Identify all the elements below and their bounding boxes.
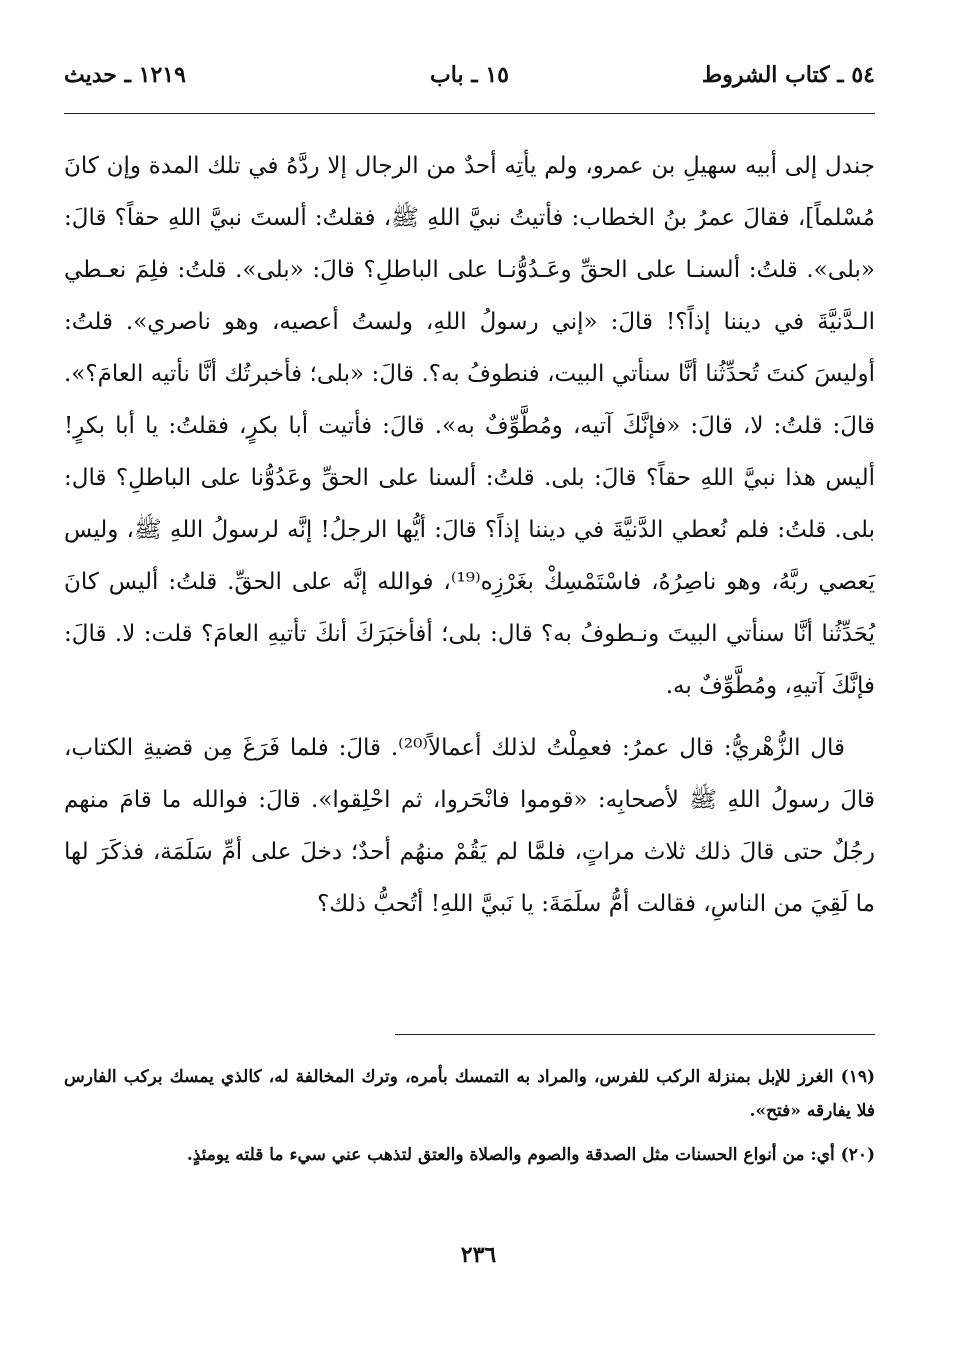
header-hadith-number: ١٢١٩ ـ حديث bbox=[64, 62, 186, 88]
header-divider bbox=[64, 113, 875, 114]
body-paragraph-2: قال الزُّهْريُّ: قال عمرُ: فعمِلْتُ لذلك أعمالاً⁽²⁰⁾. قالَ: فلما فَرَغَ مِن قضيةِ الكتاب، قالَ رسولُ اللهِ ﷺ لأصحابِه: «قوموا فانْحَروا، ثم احْلِقوا». قالَ: فوالله ما قامَ منهم رجُلٌ حتى قالَ ذلك ثلاث مراتٍ، فلمَّا لم يَقُمْ منهُم أحدٌ؛ دخلَ على أمِّ سَلَمَة، فذكَرَ لها ما لَقِيَ من الناسِ، فقالت أمُّ سلَمَةَ: يا نَبيَّ اللهِ! أتُحبُّ ذلك؟ bbox=[64, 735, 875, 917]
page-number: ٢٣٦ bbox=[460, 1242, 497, 1268]
footnote-divider bbox=[395, 1034, 875, 1035]
header-chapter: ١٥ ـ باب bbox=[430, 62, 509, 88]
footnote-19: (١٩) الغرز للإبل بمنزلة الركب للفرس، والمراد به التمسك بأمره، وترك المخالفة له، كالذي يمسك بركب الفارس فلا يفارقه «فتح». bbox=[64, 1067, 875, 1121]
running-header bbox=[64, 58, 875, 98]
body-paragraph-1: جندل إلى أبيه سهيلِ بن عمرو، ولم يأتِه أحدٌ من الرجال إلا ردَّهُ في تلك المدة وإن كانَ مُسْلماً]، فقالَ عمرُ بنُ الخطاب: فأتيتُ نبيَّ اللهِ ﷺ، فقلتُ: ألستَ نبيَّ اللهِ حقاً؟ قالَ: «بلى». قلتُ: ألسنـا على الحقِّ وعَـدُوُّنـا على الباطلِ؟ قالَ: «بلى». قلتُ: فلِمَ نعـطي الـدَّنيَّةَ في ديننا إذاً؟! قالَ: «إني رسولُ اللهِ، ولستُ أعصيه، وهو ناصري». قلتُ: أوليسَ كنتَ تُحدِّثُنا أنَّا سنأتي البيت، فنطوفُ به؟. قالَ: «بلى؛ فأخبرتُك أنَّا نأتيه العامَ؟». قالَ: قلتُ: لا، قالَ: «فإنَّكَ آتيه، ومُطَّوِّفٌ به». قالَ: فأتيت أبا بكرٍ، فقلتُ: يا أبا بكرٍ! أليس هذا نبيَّ اللهِ حقاً؟ قالَ: بلى. قلتُ: ألسنا على الحقِّ وعَدُوُّنا على الباطلِ؟ قال: بلى. قلتُ: فلم نُعطي الدَّنيَّةَ في ديننا إذاً؟ قالَ: أيُّها الرجلُ! إنَّه لرسولُ اللهِ ﷺ، وليس يَعصي ربَّهُ، وهو ناصِرُهُ، فاسْتَمْسِكْ بغَرْزِه⁽¹⁹⁾، فوالله إنَّه على الحقِّ. قلتُ: أليس كانَ يُحَدِّثُنا أنَّا سنأتي البيتَ ونـطوفُ به؟ قال: بلى؛ أفأخبَرَكَ أنكَ تأتيهِ العامَ؟ قلت: لا. قالَ: فإنَّكَ آتيهِ، ومُطَّوِّفٌ به. bbox=[64, 153, 876, 699]
footnote-20: (٢٠) أي: من أنواع الحسنات مثل الصدقة والصوم والصلاة والعتق لتذهب عني سيء ما قلته يومئذٍ. bbox=[186, 1145, 875, 1165]
footnotes bbox=[64, 1060, 875, 1182]
header-book-title: ٥٤ ـ كتاب الشروط bbox=[701, 62, 875, 88]
main-text bbox=[64, 140, 875, 930]
